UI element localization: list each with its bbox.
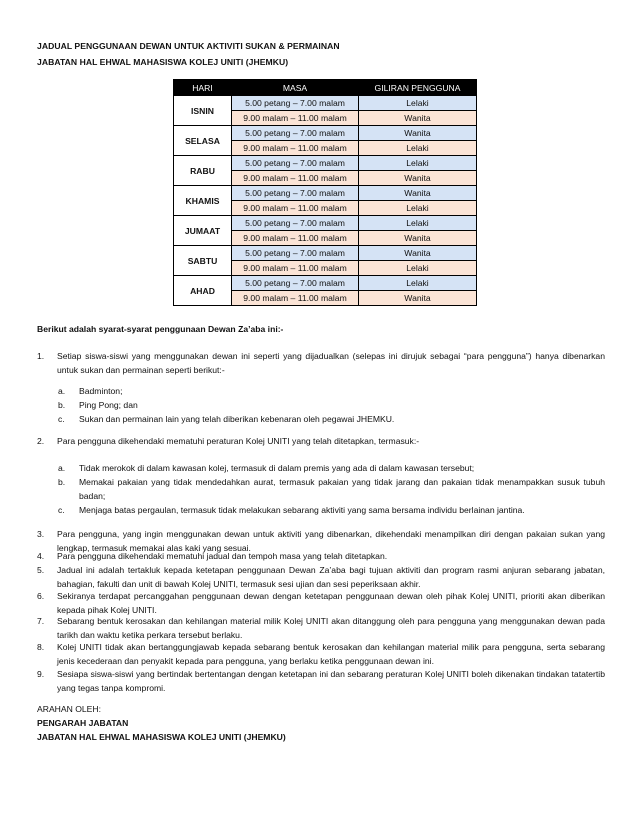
rule-text: Para pengguna dikehendaki mematuhi jadual dan tempoh masa yang telah ditetapkan. bbox=[57, 551, 388, 561]
rule-number: 7. bbox=[37, 616, 45, 626]
gender-cell: Lelaki bbox=[359, 216, 477, 231]
column-header-giliran: GILIRAN PENGGUNA bbox=[359, 80, 477, 96]
rule-text: Setiap siswa-siswi yang menggunakan dewan ini seperti yang dijadualkan (selepas ini dirujuk sebagai “para pengguna”) hanya dibenarkan untuk sukan dan permainan seperti berikut:- bbox=[57, 351, 605, 375]
time-cell: 9.00 malam – 11.00 malam bbox=[232, 111, 359, 126]
gender-cell: Wanita bbox=[359, 126, 477, 141]
rule-number: 2. bbox=[37, 436, 45, 446]
day-cell: AHAD bbox=[174, 276, 232, 306]
rule-number: 5. bbox=[37, 565, 45, 575]
rule-text: Sekiranya terdapat percanggahan penggunaan dewan dengan ketetapan penggunaan dewan oleh pihak Kolej UNITI, prioriti akan diberikan kepada pihak Kolej UNITI. bbox=[57, 591, 605, 615]
footer-jabatan: JABATAN HAL EHWAL MAHASISWA KOLEJ UNITI (JHEMKU) bbox=[37, 732, 286, 742]
day-cell: RABU bbox=[174, 156, 232, 186]
gender-cell: Wanita bbox=[359, 111, 477, 126]
rule-text: Jadual ini adalah tertakluk kepada ketetapan penggunaan Dewan Za’aba bagi tujuan aktiviti dan program rasmi anjuran sebarang jabatan, bahagian, fakulti dan unit di bawah Kolej UNITI, termasuk sesi ujian dan sesi peperiksaan akhir. bbox=[57, 565, 605, 589]
table-header-row bbox=[174, 80, 477, 96]
gender-cell: Wanita bbox=[359, 231, 477, 246]
gender-cell: Lelaki bbox=[359, 96, 477, 111]
sub-item-text: Tidak merokok di dalam kawasan kolej, termasuk di dalam premis yang ada di dalam kawasan tersebut; bbox=[79, 463, 475, 473]
time-cell: 5.00 petang – 7.00 malam bbox=[232, 186, 359, 201]
footer-pengarah: PENGARAH JABATAN bbox=[37, 718, 129, 728]
table-row bbox=[174, 216, 477, 231]
footer-arahan: ARAHAN OLEH: bbox=[37, 704, 101, 714]
sub-item-text: Sukan dan permainan lain yang telah diberikan kebenaran oleh pegawai JHEMKU. bbox=[79, 414, 395, 424]
sub-item-letter: b. bbox=[58, 400, 66, 410]
time-cell: 9.00 malam – 11.00 malam bbox=[232, 291, 359, 306]
rule-text: Sebarang bentuk kerosakan dan kehilangan material milik Kolej UNITI akan ditanggung oleh para pengguna yang menggunakan dewan pada tarikh dan waktu ketika perkara tersebut berlaku. bbox=[57, 616, 605, 640]
rule-text: Sesiapa siswa-siswi yang bertindak bertentangan dengan ketetapan ini dan sebarang peraturan Kolej UNITI boleh dikenakan tindakan tatatertib yang tegas tanpa kompromi. bbox=[57, 669, 605, 693]
rule-text: Kolej UNITI tidak akan bertanggungjawab kepada sebarang bentuk kerosakan dan kehilangan material milik para pengguna, serta sebarang jenis kecederaan dan penyakit kepada para pengguna, yang berlaku ketika penggunaan dewan ini. bbox=[57, 642, 605, 666]
table-row bbox=[174, 96, 477, 111]
rules-intro: Berikut adalah syarat-syarat penggunaan Dewan Za’aba ini:- bbox=[37, 324, 284, 334]
rule-number: 4. bbox=[37, 551, 45, 561]
table-row bbox=[174, 186, 477, 201]
sub-item-letter: c. bbox=[58, 414, 65, 424]
gender-cell: Lelaki bbox=[359, 201, 477, 216]
day-cell: SABTU bbox=[174, 246, 232, 276]
rule-number: 1. bbox=[37, 351, 45, 361]
gender-cell: Wanita bbox=[359, 246, 477, 261]
sub-item-text: Ping Pong; dan bbox=[79, 400, 138, 410]
time-cell: 9.00 malam – 11.00 malam bbox=[232, 171, 359, 186]
document-subtitle: JABATAN HAL EHWAL MAHASISWA KOLEJ UNITI (JHEMKU) bbox=[37, 57, 289, 67]
time-cell: 9.00 malam – 11.00 malam bbox=[232, 261, 359, 276]
column-header-masa: MASA bbox=[232, 80, 359, 96]
day-cell: JUMAAT bbox=[174, 216, 232, 246]
sub-item-letter: a. bbox=[58, 386, 66, 396]
gender-cell: Wanita bbox=[359, 186, 477, 201]
time-cell: 5.00 petang – 7.00 malam bbox=[232, 126, 359, 141]
time-cell: 5.00 petang – 7.00 malam bbox=[232, 96, 359, 111]
time-cell: 5.00 petang – 7.00 malam bbox=[232, 276, 359, 291]
time-cell: 9.00 malam – 11.00 malam bbox=[232, 231, 359, 246]
day-cell: KHAMIS bbox=[174, 186, 232, 216]
table-row bbox=[174, 246, 477, 261]
table-row bbox=[174, 126, 477, 141]
rule-text: Para pengguna dikehendaki mematuhi peraturan Kolej UNITI yang telah ditetapkan, termasuk:- bbox=[57, 436, 420, 446]
sub-item-letter: b. bbox=[58, 477, 66, 487]
rule-number: 9. bbox=[37, 669, 45, 679]
sub-item-letter: c. bbox=[58, 505, 65, 515]
day-cell: SELASA bbox=[174, 126, 232, 156]
sub-item-text: Menjaga batas pergaulan, termasuk tidak melakukan sebarang aktiviti yang sama bersama individu berlainan jantina. bbox=[79, 505, 525, 515]
gender-cell: Wanita bbox=[359, 291, 477, 306]
table-row bbox=[174, 156, 477, 171]
time-cell: 9.00 malam – 11.00 malam bbox=[232, 201, 359, 216]
gender-cell: Lelaki bbox=[359, 276, 477, 291]
gender-cell: Lelaki bbox=[359, 261, 477, 276]
time-cell: 5.00 petang – 7.00 malam bbox=[232, 216, 359, 231]
sub-item-text: Badminton; bbox=[79, 386, 123, 396]
rule-number: 6. bbox=[37, 591, 45, 601]
time-cell: 9.00 malam – 11.00 malam bbox=[232, 141, 359, 156]
table-row bbox=[174, 276, 477, 291]
rule-number: 8. bbox=[37, 642, 45, 652]
rule-number: 3. bbox=[37, 529, 45, 539]
schedule-table bbox=[173, 79, 477, 306]
gender-cell: Lelaki bbox=[359, 156, 477, 171]
time-cell: 5.00 petang – 7.00 malam bbox=[232, 246, 359, 261]
gender-cell: Wanita bbox=[359, 171, 477, 186]
sub-item-letter: a. bbox=[58, 463, 66, 473]
sub-item-text: Memakai pakaian yang tidak mendedahkan aurat, termasuk pakaian yang tidak jarang dan pakaian tidak menampakkan susuk tubuh badan; bbox=[79, 477, 605, 501]
gender-cell: Lelaki bbox=[359, 141, 477, 156]
day-cell: ISNIN bbox=[174, 96, 232, 126]
rule-text: Para pengguna, yang ingin menggunakan dewan untuk aktiviti yang dibenarkan, dikehendaki menampilkan diri dengan pakaian sukan yang lengkap, termasuk memakai alas kaki yang sesuai. bbox=[57, 529, 605, 553]
document-title: JADUAL PENGGUNAAN DEWAN UNTUK AKTIVITI SUKAN & PERMAINAN bbox=[37, 41, 340, 51]
column-header-hari: HARI bbox=[174, 80, 232, 96]
time-cell: 5.00 petang – 7.00 malam bbox=[232, 156, 359, 171]
